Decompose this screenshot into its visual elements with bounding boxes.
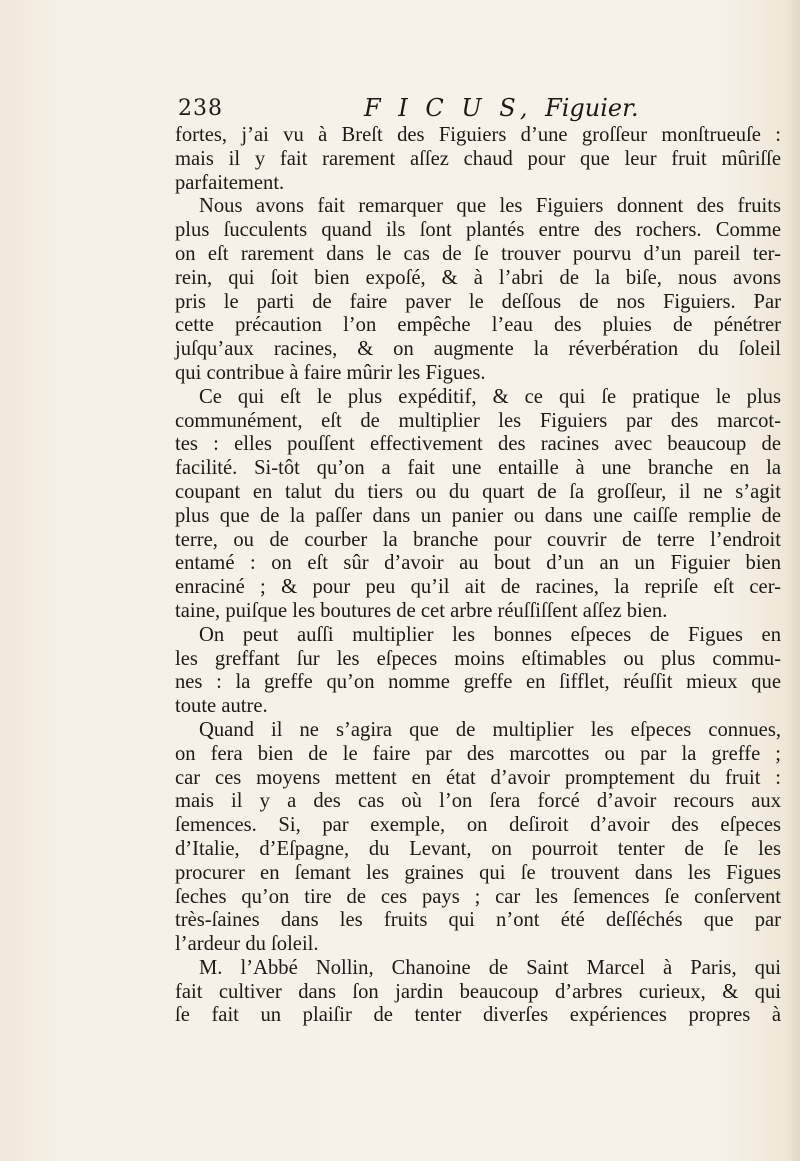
text-line: entamé : on eſt sûr d’avoir au bout d’un an un Figuier bien (175, 552, 781, 575)
text-line: taine, puiſque les boutures de cet arbre réuſſiſſent aſſez bien. (175, 599, 668, 622)
text-line: cette précaution l’on empêche l’eau des pluies de pénétrer (175, 314, 781, 337)
body-text (175, 124, 781, 1028)
text-line: procurer en ſemant les graines qui ſe trouvent dans les Figues (175, 861, 781, 884)
text-line: pris le parti de faire paver le deſſous de nos Figuiers. Par (175, 290, 781, 313)
text-line: car ces moyens mettent en état d’avoir promptement du fruit : (175, 766, 781, 789)
running-title (364, 94, 639, 122)
text-line: fortes, j’ai vu à Breſt des Figuiers d’une groſſeur monſtrueuſe : (175, 124, 781, 146)
running-title-french: Figuier. (545, 94, 639, 122)
page-number: 238 (178, 96, 223, 121)
page-edge-shadow (786, 0, 800, 1161)
page-header (178, 94, 778, 128)
text-line: on eſt rarement dans le cas de ſe trouver pourvu d’un pareil ter- (175, 242, 781, 265)
text-line: plus que de la paſſer dans un panier ou dans une caiſſe remplie de (175, 504, 781, 527)
text-line: très-ſaines dans les fruits qui n’ont été deſſéchés que par (175, 909, 781, 932)
text-line: les greffant ſur les eſpeces moins eſtimables ou plus commu- (175, 647, 781, 670)
text-line: toute autre. (175, 695, 268, 718)
text-line: enraciné ; & pour peu qu’il ait de racines, la repriſe eſt cer- (175, 576, 781, 599)
text-line: Nous avons fait remarquer que les Figuiers donnent des fruits (199, 195, 781, 218)
text-line: rein, qui ſoit bien expoſé, & à l’abri de la biſe, nous avons (175, 266, 781, 289)
text-line: Quand il ne s’agira que de multiplier les eſpeces connues, (199, 718, 781, 741)
text-line: l’ardeur du ſoleil. (175, 933, 319, 956)
text-line: ſe fait un plaiſir de tenter diverſes expériences propres à (175, 1004, 781, 1027)
text-line: mais il y fait rarement aſſez chaud pour que leur fruit mûriſſe (175, 147, 781, 170)
text-line: mais il y a des cas où l’on ſera forcé d’avoir recours aux (175, 790, 781, 813)
text-line: On peut auſſi multiplier les bonnes eſpeces de Figues en (199, 623, 781, 646)
text-line: tes : elles pouſſent effectivement des racines avec beaucoup de (175, 433, 781, 456)
text-line: juſqu’aux racines, & on augmente la réverbération du ſoleil (175, 338, 781, 361)
text-line: terre, ou de courber la branche pour couvrir de terre l’endroit (175, 528, 781, 551)
running-title-latin: F I C U S, (364, 94, 533, 122)
text-line: M. l’Abbé Nollin, Chanoine de Saint Marcel à Paris, qui (199, 956, 781, 979)
text-line: coupant en talut du tiers ou du quart de ſa groſſeur, il ne s’agit (175, 480, 781, 503)
text-line: facilité. Si-tôt qu’on a fait une entaille à une branche en la (175, 457, 781, 480)
text-line: fait cultiver dans ſon jardin beaucoup d’arbres curieux, & qui (175, 980, 781, 1003)
text-line: d’Italie, d’Eſpagne, du Levant, on pourroit tenter de ſe les (175, 837, 781, 860)
text-line: qui contribue à faire mûrir les Figues. (175, 361, 486, 384)
text-line: plus ſucculents quand ils ſont plantés entre des rochers. Comme (175, 219, 781, 242)
text-line: on fera bien de le faire par des marcottes ou par la greffe ; (175, 742, 781, 765)
text-line: ſeches qu’on tire de ces pays ; car les ſemences ſe conſervent (175, 885, 781, 908)
text-line: communément, eſt de multiplier les Figuiers par des marcot- (175, 409, 781, 432)
text-line: nes : la greffe qu’on nomme greffe en ſifflet, réuſſit mieux que (175, 671, 781, 694)
text-line: Ce qui eſt le plus expéditif, & ce qui ſe pratique le plus (199, 385, 781, 408)
text-line: ſemences. Si, par exemple, on deſiroit d’avoir des eſpeces (175, 814, 781, 837)
text-line: parfaitement. (175, 171, 285, 194)
